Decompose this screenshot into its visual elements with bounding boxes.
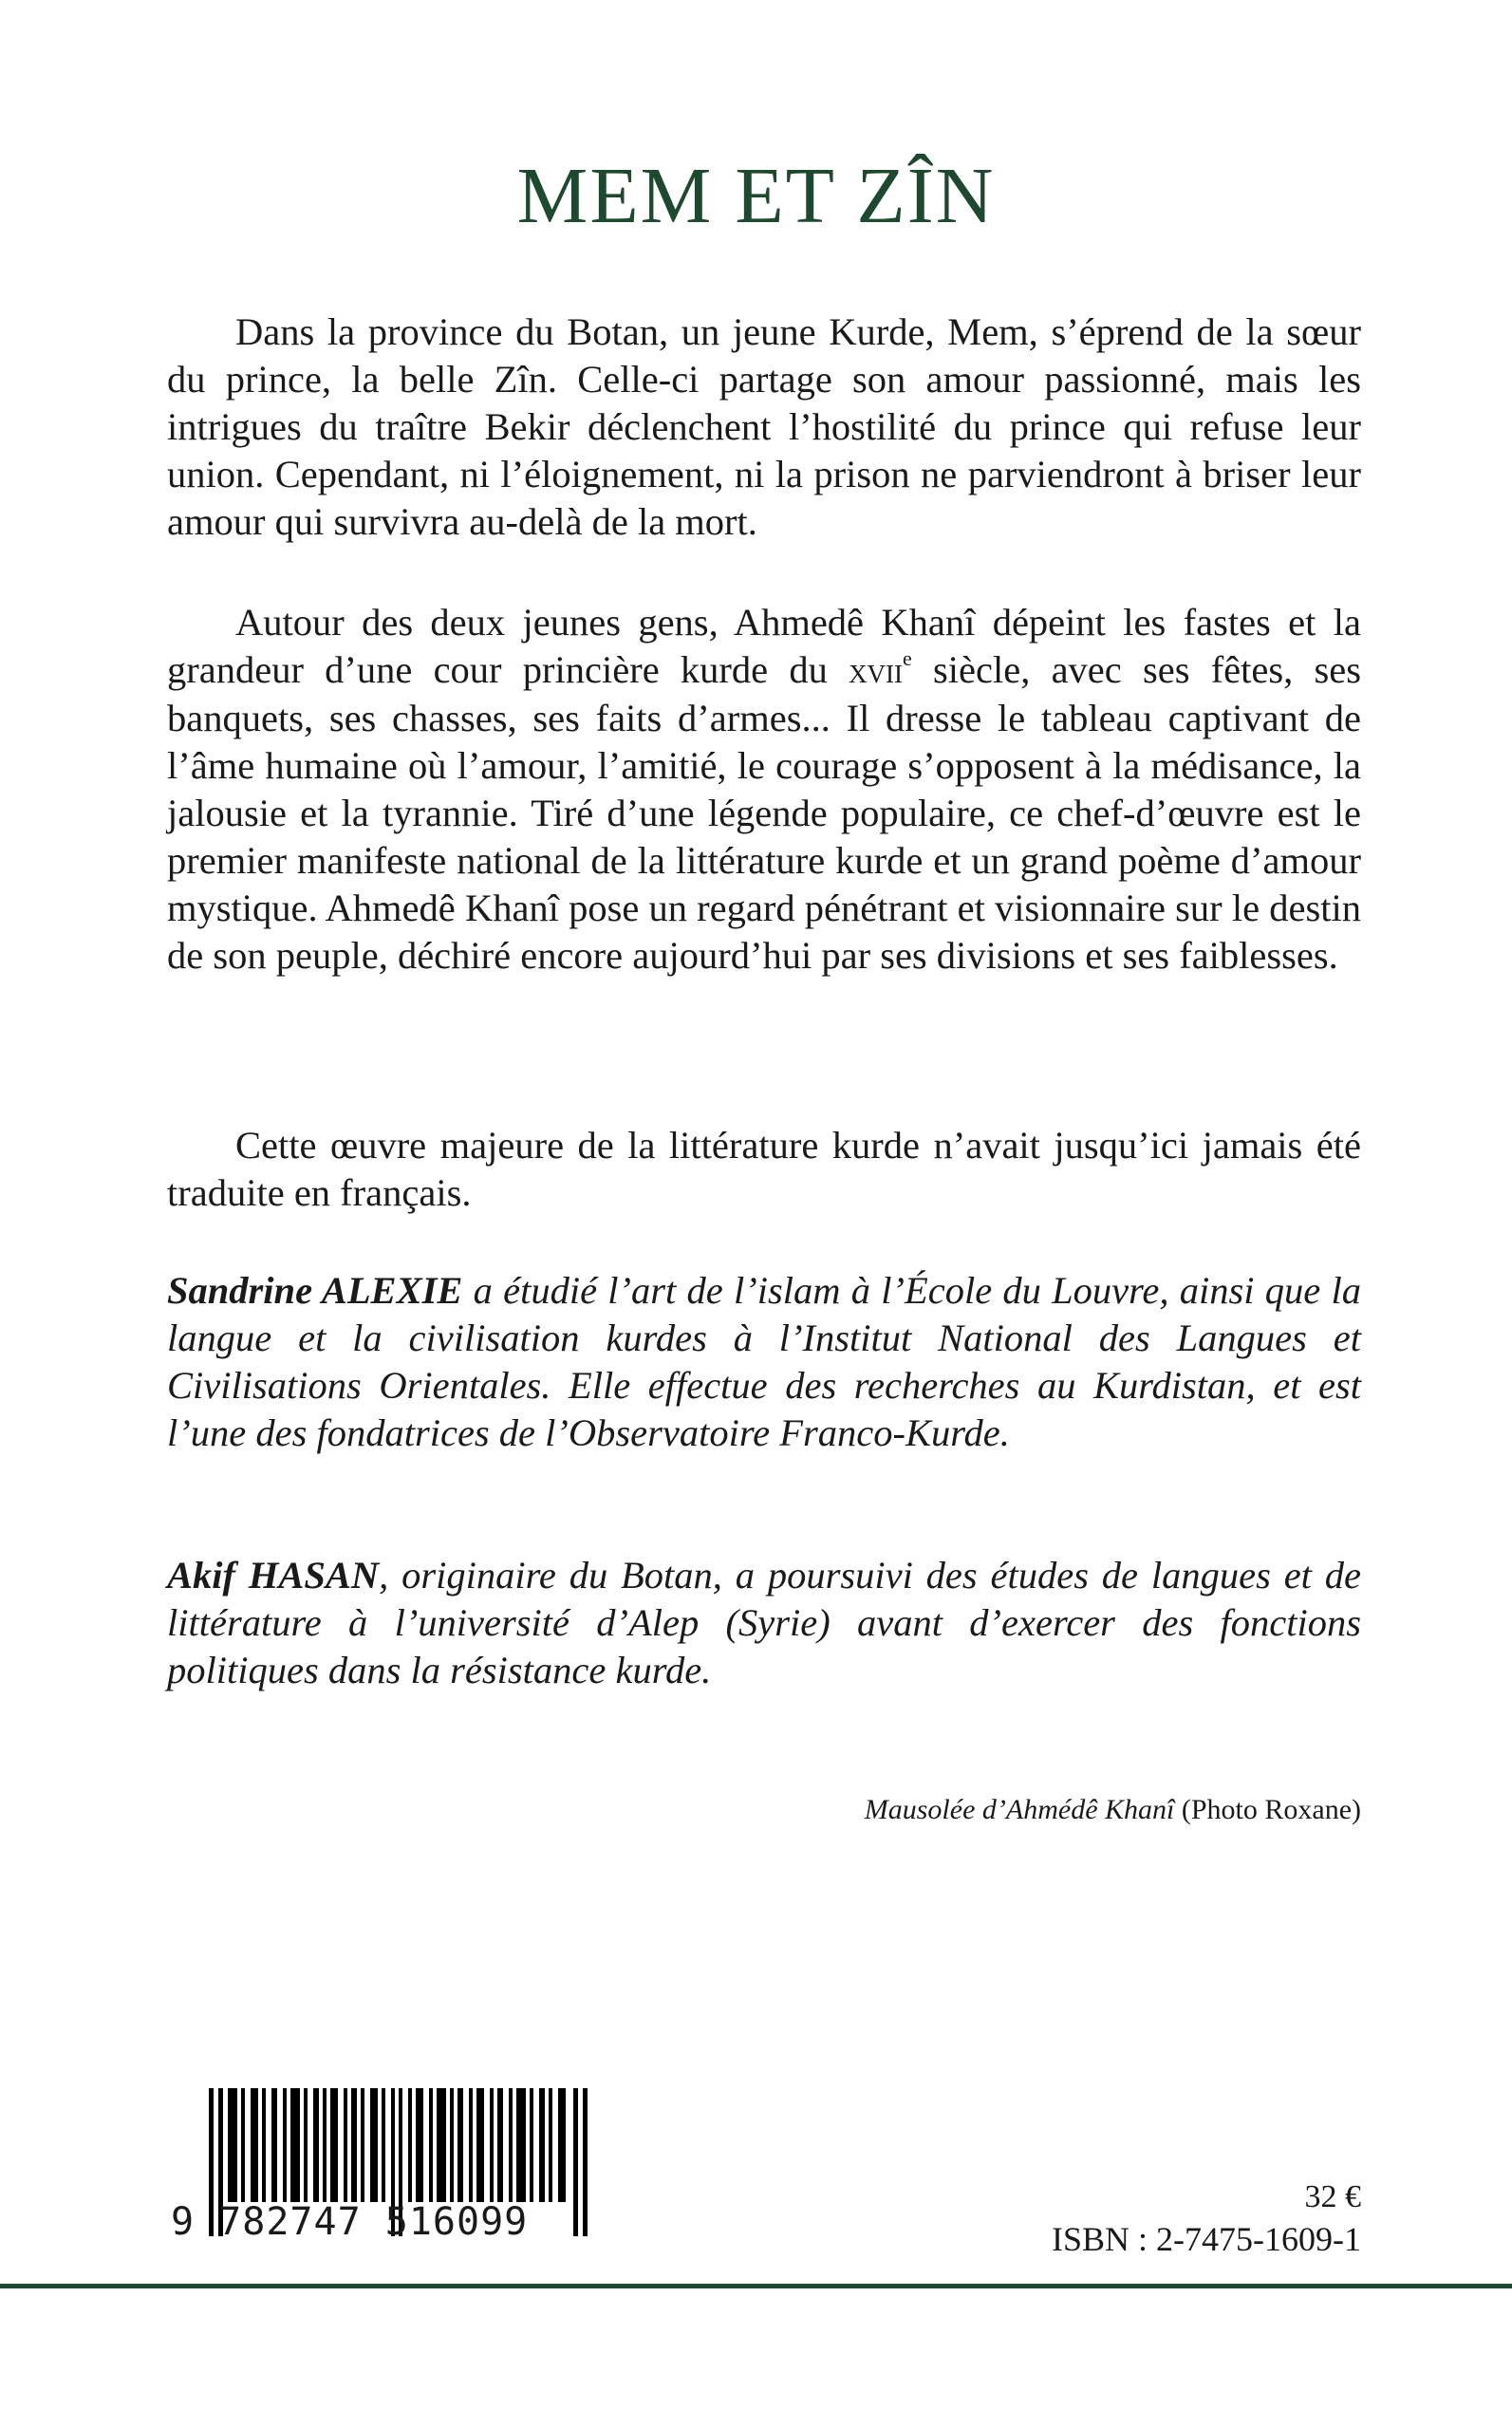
translator-name-1: Sandrine ALEXIE [167,1269,463,1312]
photo-credit: (Photo Roxane) [1174,1794,1361,1825]
translator-bio-text-2: , originaire du Botan, a poursuivi des études de langues et de littérature à l’université d’Alep (Syrie) avant d’exercer des fonctions politiques dans la résistance kurde. [167,1554,1361,1691]
book-title: MEM ET ZÎN [516,152,996,240]
translator-bio-text-1: a étudié l’art de l’islam à l’École du Louvre, ainsi que la langue et la civilisation kurdes à l’Institut National des Langues et Civilisations Orientales. Elle effectue des recherches au Kurdistan, et est l’une des fondatrices de l’Observatoire Franco-Kurde. [167,1269,1361,1454]
translator-bio-1 [167,1267,1361,1457]
synopsis-paragraph-1: Dans la province du Botan, un jeune Kurde, Mem, s’éprend de la sœur du prince, la belle Zîn. Celle-ci partage son amour passionné, mais les intrigues du traître Bekir déclenchent l’hostilité du prince qui refuse leur union. Cependant, ni l’éloignement, ni la prison ne parviendront à briser leur amour qui survivra au-delà de la mort. [167,310,1361,543]
translator-name-2: Akif HASAN [167,1554,380,1597]
barcode-number: 9 782747 516099 [171,2200,529,2244]
bottom-rule [0,2284,1512,2288]
photo-caption [865,1794,1361,1826]
synopsis-paragraph-2-end: siècle, avec ses fêtes, ses banquets, ses chasses, ses faits d’armes... Il dresse le tableau captivant de l’âme humaine où l’amour, l’amitié, le courage s’opposent à la médisance, la jalousie et la tyrannie. Tiré d’une légende populaire, ce chef-d’œuvre est le premier manifeste national de la littérature kurde et un grand poème d’amour mystique. Ahmedê Khanî pose un regard pénétrant et visionnaire sur le destin de son peuple, déchiré encore aujourd’hui par ses divisions et ses faiblesses. [167,648,1361,977]
photo-caption-title: Mausolée d’Ahmédê Khanî [864,1794,1175,1825]
synopsis-paragraph-2 [167,599,1361,980]
synopsis-paragraph-2-start: Autour des deux jeunes gens, Ahmedê Khanî dépeint les fastes et la grandeur d’une cour princière kurde du [167,601,1361,691]
translator-bio-2 [167,1552,1361,1694]
century-superscript: e [903,646,912,670]
price: 32 € [1304,2179,1361,2214]
century-numeral: xvii [849,651,904,691]
isbn: ISBN : 2-7475-1609-1 [1052,2220,1361,2258]
synopsis-paragraph-3: Cette œuvre majeure de la littérature kurde n’avait jusqu’ici jamais été traduite en français. [167,1124,1361,1214]
